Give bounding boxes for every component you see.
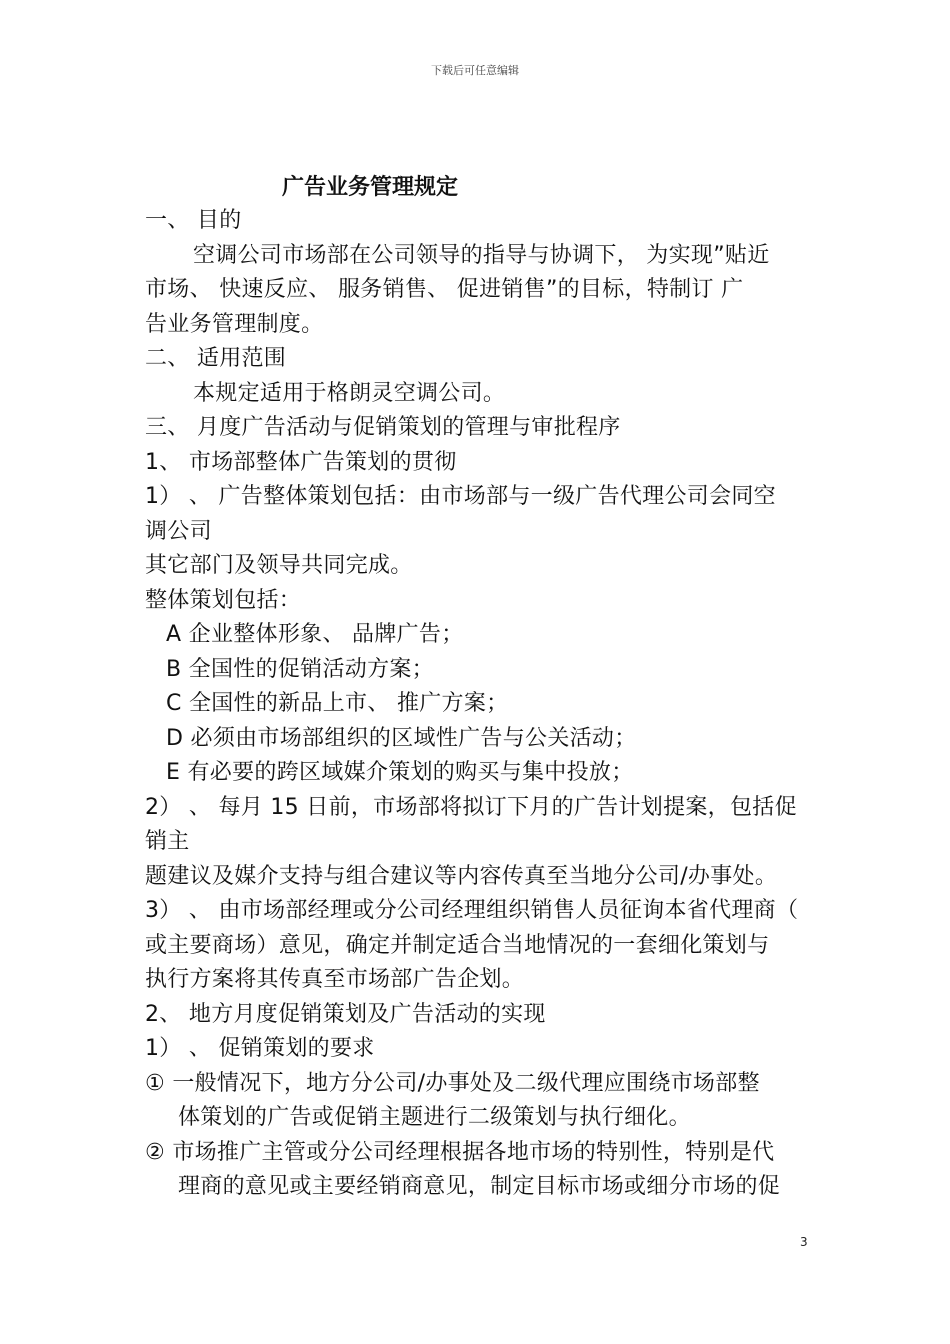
section-heading: 二、 适用范围 (145, 346, 287, 371)
subsection-heading: 2、 地方月度促销策划及广告活动的实现 (145, 1002, 546, 1027)
subsection-heading: 1、 市场部整体广告策划的贯彻 (145, 450, 457, 475)
page-number: 3 (800, 1235, 808, 1249)
paragraph-line: 市场、 快速反应、 服务销售、 促进销售”的目标，特制订 广 (145, 277, 744, 302)
list-item: E 有必要的跨区域媒介策划的购买与集中投放； (166, 760, 634, 785)
paragraph-line: 空调公司市场部在公司领导的指导与协调下， 为实现”贴近 (193, 243, 770, 268)
list-item: 体策划的广告或促销主题进行二级策划与执行细化。 (178, 1105, 691, 1130)
paragraph-line: 销主 (145, 829, 190, 854)
section-heading: 一、 目的 (145, 208, 242, 233)
paragraph-line: 题建议及媒介支持与组合建议等内容传真至当地分公司/办事处。 (145, 864, 778, 889)
paragraph-line: 3） 、 由市场部经理或分公司经理组织销售人员征询本省代理商（ (145, 898, 799, 923)
list-item: ① 一般情况下，地方分公司/办事处及二级代理应围绕市场部整 (145, 1071, 760, 1096)
paragraph-line: 其它部门及领导共同完成。 (145, 553, 413, 578)
paragraph-line: 2） 、 每月 15 日前，市场部将拟订下月的广告计划提案，包括促 (145, 795, 797, 820)
list-item: 理商的意见或主要经销商意见，制定目标市场或细分市场的促 (178, 1174, 781, 1199)
list-item: A 企业整体形象、 品牌广告； (166, 622, 464, 647)
paragraph-line: 或主要商场）意见，确定并制定适合当地情况的一套细化策划与 (145, 933, 770, 958)
paragraph-line: 告业务管理制度。 (145, 312, 324, 337)
paragraph-line: 本规定适用于格朗灵空调公司。 (193, 381, 506, 406)
page-header: 下载后可任意编辑 (431, 64, 519, 77)
document-title: 广告业务管理规定 (282, 175, 459, 200)
paragraph-line: 执行方案将其传真至市场部广告企划。 (145, 967, 525, 992)
section-heading: 三、 月度广告活动与促销策划的管理与审批程序 (145, 415, 621, 440)
list-item: C 全国性的新品上市、 推广方案； (166, 691, 509, 716)
list-item: D 必须由市场部组织的区域性广告与公关活动； (166, 726, 637, 751)
list-item: B 全国性的促销活动方案； (166, 657, 434, 682)
list-item: ② 市场推广主管或分公司经理根据各地市场的特别性，特别是代 (145, 1140, 775, 1165)
paragraph-line: 1） 、 广告整体策划包括：由市场部与一级广告代理公司会同空 (145, 484, 776, 509)
paragraph-line: 1） 、 促销策划的要求 (145, 1036, 375, 1061)
paragraph-line: 调公司 (145, 519, 212, 544)
paragraph-line: 整体策划包括： (145, 588, 302, 613)
